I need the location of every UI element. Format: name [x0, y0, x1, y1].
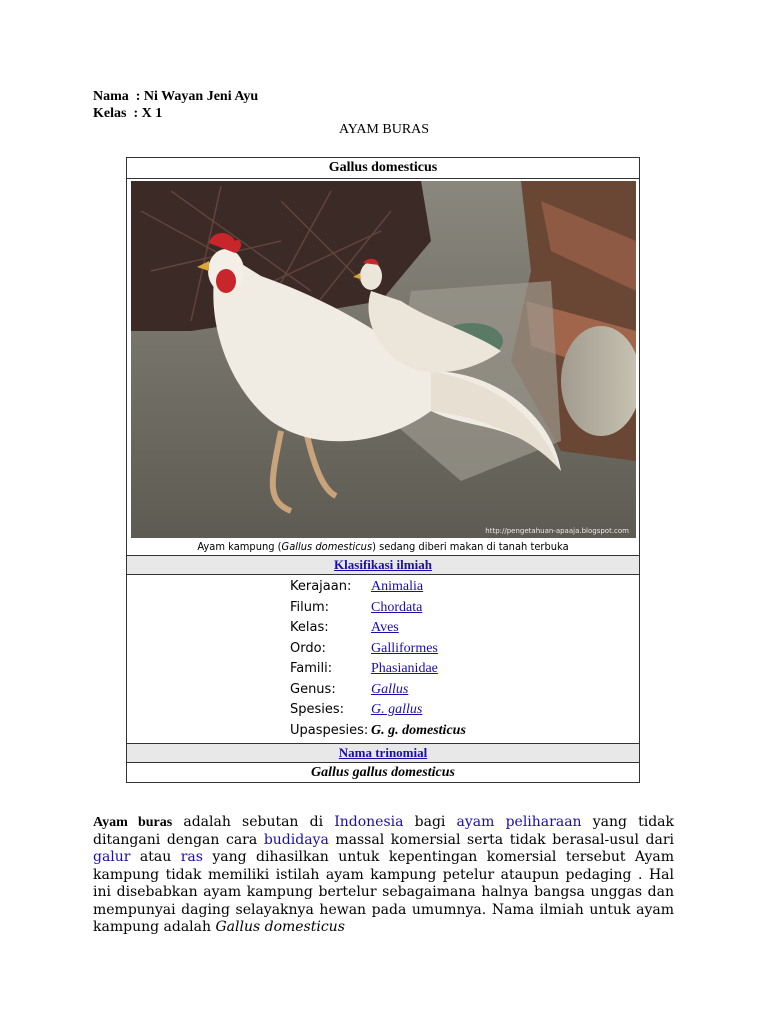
rank-value-link[interactable]: Gallus [371, 681, 409, 697]
photo-watermark: http://pengetahuan-apaaja.blogspot.com [485, 527, 629, 535]
taxonomy-row [127, 577, 639, 598]
taxonomy-table [127, 575, 639, 743]
rank-label: Famili: [290, 661, 333, 676]
student-name: Nama : Ni Wayan Jeni Ayu [93, 89, 259, 104]
taxonomy-row [127, 721, 639, 742]
link-ras[interactable]: ras [180, 849, 203, 865]
trinomial-link[interactable]: Nama trinomial [338, 745, 428, 760]
link-indonesia[interactable]: Indonesia [334, 814, 404, 830]
link-ayam-peliharaan[interactable]: ayam peliharaan [456, 814, 582, 830]
scientific-name: Gallus domesticus [215, 919, 345, 935]
rank-label: Kerajaan: [290, 579, 352, 594]
link-galur[interactable]: galur [93, 849, 131, 865]
rank-label: Kelas: [290, 620, 329, 635]
document-title: AYAM BURAS [338, 122, 430, 137]
photo-cell [127, 179, 639, 541]
rank-value: G. g. domesticus [371, 722, 466, 738]
rank-value-link[interactable]: Animalia [371, 579, 424, 594]
student-class: Kelas : X 1 [93, 106, 163, 121]
rank-label: Spesies: [290, 702, 345, 717]
student-info [93, 88, 258, 122]
rank-value-link[interactable]: Phasianidae [371, 661, 438, 676]
taxobox-title: Gallus domesticus [127, 158, 639, 179]
taxobox [126, 157, 640, 783]
taxonomy-row [127, 659, 639, 680]
article-paragraph: Ayam buras adalah sebutan di Indonesia bagi ayam peliharaan yang tidak ditangani dengan cara budidaya massal komersial serta tidak berasal-usul dari galur atau ras yang dihasilkan untuk kepentingan komersial tersebut Ayam kampung tidak memiliki istilah ayam kampung petelur ataupun pedaging . Hal ini disebabkan ayam kampung bertelur sebagaimana halnya bangsa unggas dan mempunyai daging selayaknya hewan pada umumnya. Nama ilmiah untuk ayam kampung adalah Gallus domesticus [93, 814, 675, 935]
rank-value-link[interactable]: Galliformes [371, 640, 438, 656]
link-budidaya[interactable]: budidaya [263, 831, 329, 848]
trinomial-name: Gallus gallus domesticus [311, 765, 455, 780]
taxonomy-row [127, 700, 639, 721]
chicken-photo-illustration [131, 181, 636, 538]
rank-label: Ordo: [290, 640, 326, 656]
trinomial-heading [127, 743, 639, 763]
taxonomy-row [127, 680, 639, 701]
rank-value-link[interactable]: Aves [371, 620, 399, 635]
rank-value-link[interactable]: G. gallus [371, 702, 423, 717]
rank-value-link[interactable]: Chordata [371, 599, 423, 615]
chicken-photo[interactable] [131, 181, 636, 538]
taxonomy-row [127, 598, 639, 619]
rank-label: Upaspesies: [290, 722, 369, 738]
rank-label: Genus: [290, 681, 336, 697]
taxonomy-row [127, 618, 639, 639]
taxonomy-row [127, 639, 639, 660]
article-term: Ayam buras [93, 815, 173, 830]
classification-link[interactable]: Klasifikasi ilmiah [334, 557, 432, 572]
photo-caption: Ayam kampung (Gallus domesticus) sedang diberi makan di tanah terbuka [197, 540, 569, 553]
rank-label: Filum: [290, 599, 330, 615]
classification-heading [127, 555, 639, 575]
